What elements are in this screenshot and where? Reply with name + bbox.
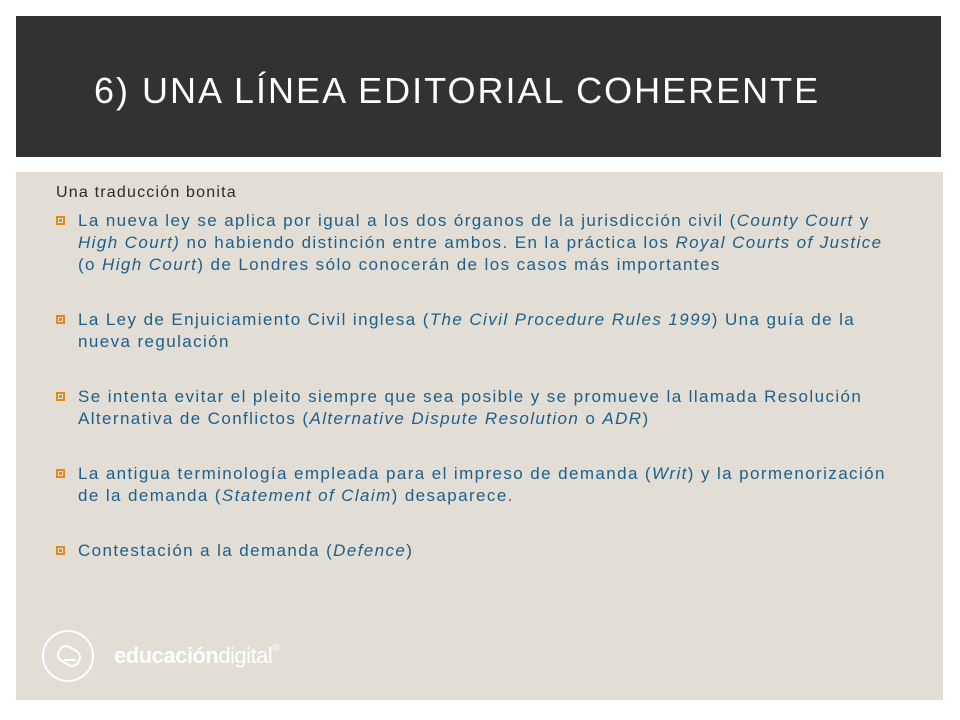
slide-title: 6) UNA LÍNEA EDITORIAL COHERENTE (94, 70, 821, 111)
bullet-text: ) (642, 409, 650, 428)
bullet-text: Contestación a la demanda ( (78, 541, 334, 560)
bullet-text-italic: Defence (333, 541, 407, 560)
logo-brand-bold: educación (114, 643, 219, 668)
logo-wordmark (114, 643, 279, 669)
logo-registered-mark: ® (272, 643, 280, 654)
bullet-text-italic: High Court (102, 255, 198, 274)
bullet-text-italic: Alternative Dispute Resolution (309, 409, 580, 428)
bullet-text-italic: Writ (651, 464, 688, 483)
bullet-text: y (853, 211, 870, 230)
bullet-square-icon (56, 216, 65, 225)
bullet-text-italic: High Court) (78, 233, 181, 252)
bullet-text: o (579, 409, 603, 428)
bullet-text-italic: Royal Courts of Justice (675, 233, 883, 252)
bullet-text: Se intenta evitar el pleito siempre que sea posible y se promueve la llamada Resolución Alternativa de Conflictos ( (78, 387, 863, 428)
bullet-text: ) desaparece. (391, 486, 514, 505)
bullet-text: (o (78, 255, 103, 274)
bullet-text: La nueva ley se aplica por igual a los dos órganos de la jurisdicción civil ( (78, 211, 737, 230)
bullet-text-italic: Statement of Claim (221, 486, 392, 505)
bullet-item (56, 463, 906, 507)
bullet-item (56, 309, 906, 353)
logo-brand-light: digital (218, 643, 273, 668)
educacion-digital-logo (42, 630, 279, 682)
bullet-text: La antigua terminología empleada para el impreso de demanda ( (78, 464, 652, 483)
slide-subtitle: Una traducción bonita (56, 184, 237, 201)
bullet-square-icon (56, 469, 65, 478)
bullet-text: La Ley de Enjuiciamiento Civil inglesa ( (78, 310, 430, 329)
mouse-circle-icon (42, 630, 94, 682)
bullet-item (56, 210, 906, 276)
bullet-list (56, 210, 906, 595)
bullet-square-icon (56, 392, 65, 401)
bullet-text: no habiendo distinción entre ambos. En la práctica los (180, 233, 676, 252)
title-bar (16, 16, 941, 157)
bullet-text: ) y la pormenorización de la demanda ( (78, 464, 886, 505)
content-panel (16, 172, 943, 700)
bullet-text-italic: County Court (736, 211, 854, 230)
bullet-text-italic: ADR (602, 409, 643, 428)
bullet-text: ) Una guía de la nueva regulación (78, 310, 856, 351)
bullet-item (56, 540, 906, 562)
bullet-text-italic: The Civil Procedure Rules 1999 (429, 310, 712, 329)
bullet-square-icon (56, 315, 65, 324)
bullet-text: ) (406, 541, 414, 560)
bullet-item (56, 386, 906, 430)
bullet-square-icon (56, 546, 65, 555)
bullet-text: ) de Londres sólo conocerán de los casos más importantes (197, 255, 721, 274)
